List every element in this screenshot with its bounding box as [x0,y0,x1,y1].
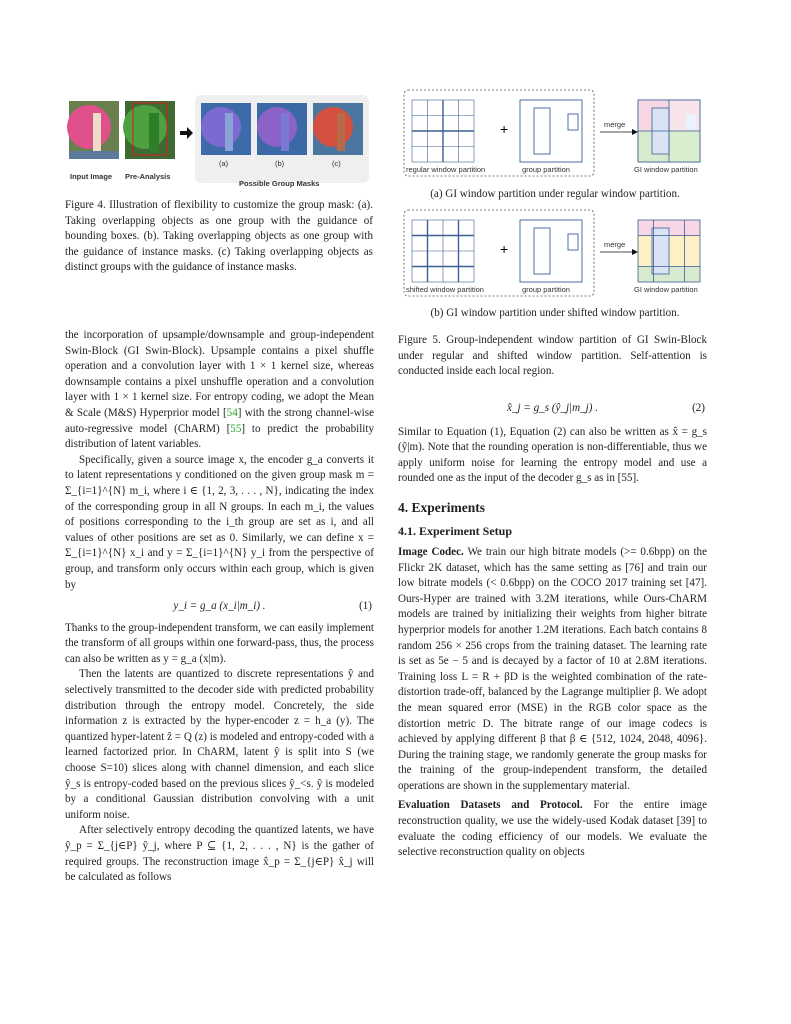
right-paragraph-1: Similar to Equation (1), Equation (2) can also be written as x̂ = g_s (ŷ|m). Note that the rounding operation is non-differentiable, thus we apply uniform noise for learning the entropy model and use a rounded one as the input of the decoder g_s as in [55]. [398,425,707,485]
fig5a-label-merge: merge [604,120,626,129]
figure-4-caption: Figure 4. Illustration of flexibility to customize the group mask: (a). Taking overlapping objects as one group with the guidance of bounding boxes. (b). Taking overlapping objects as one group with the guidance of instance masks. (c) Taking overlapping objects as distinct groups with the guidance of instance masks. [65,199,373,274]
citation-55[interactable]: 55 [230,422,242,435]
paragraph-evaluation [398,798,707,860]
fig5a-label-regular: regular window partition [406,165,486,174]
fig5b-label-gi: GI window partition [634,285,698,294]
citation-54[interactable]: 54 [226,406,238,419]
fig4-label-a: (a) [219,159,229,168]
right-column [398,395,707,861]
fig5a-label-group: group partition [522,165,570,174]
left-p1-text-a: the incorporation of upsample/downsample and group-independent Swin-Block (GI Swin-Block). Upsample contains a pixel shuffle operation and a convolution layer with 1 × 1 kernel size, whereas downsample contains a pixel unshuffle operation and a convolution layer with 1 × 1 kernel size. For entropy coding, we adopt the Mean & Scale (M&S) Hyperprior model [ [65,329,374,419]
equation-2-number: (2) [692,402,705,414]
fig5a-caption: (a) GI window partition under regular window partition. [430,188,680,200]
svg-text:+: + [500,241,509,257]
paragraph-image-codec [398,545,707,795]
subsection-heading-setup: 4.1. Experiment Setup [398,523,512,538]
fig4-label-preanalysis: Pre-Analysis [125,172,171,181]
fig5b-label-merge: merge [604,240,626,249]
left-p1-text-c: ] to predict the probability distribution of latent variables. [65,422,374,451]
fig4-label-input: Input Image [70,172,113,181]
fig5b-label-group: group partition [522,285,570,294]
fig4-label-group-masks: Possible Group Masks [239,179,320,188]
fig5b-caption: (b) GI window partition under shifted window partition. [430,307,680,319]
equation-2-body: x̂_j = g_s (ŷ_j|m_j) . [507,402,598,414]
fig4-label-c: (c) [332,159,341,168]
left-paragraph-5: After selectively entropy decoding the quantized latents, we have ŷ_p = Σ_{j∈P} ŷ_j, where P ⊆ {1, 2, . . . , N} is the gather of required groups. The reconstruction image x̂_p = Σ_{j∈P} x̂_j will be calculated as follows [65,824,374,884]
left-paragraph-2: Specifically, given a source image x, the encoder g_a converts it to latent representations y conditioned on the given group mask m = Σ_{i=1}^{N} m_i, where i ∈ {1, 2, 3, . . . , N}, indicating the index of the corresponding group in all N groups. In each m_i, the values of positions corresponding to the i_th group are set as i, and all values of other positions are set as 0. Similarly, we can define x = Σ_{i=1}^{N} x_i and y = Σ_{i=1}^{N} y_i from the perspective of group, and transform only occurs within each group, which is given by [65,453,374,591]
left-paragraph-1 [65,328,374,453]
figure-4 [63,93,373,193]
image-codec-title: Image Codec. [398,545,464,558]
figure-5-graphic [400,88,710,318]
evaluation-text: For the entire image reconstruction quality, we use the widely-used Kodak dataset [39] to evaluate the coding efficiency of our models. We evaluate the selective reconstruction quality on objects [398,799,707,859]
equation-1-body: y_i = g_a (x_i|m_i) . [173,600,266,613]
left-p1-text-b: ] with the strong channel-wise auto-regressive model (ChARM) [ [65,406,374,435]
evaluation-title: Evaluation Datasets and Protocol. [398,799,583,812]
equation-1-number: (1) [359,600,372,613]
figure-5 [400,88,710,323]
equation-2 [398,401,707,417]
equation-1 [65,599,374,615]
left-paragraph-3: Thanks to the group-independent transform, we can easily implement the transform of all groups within one forward-pass, thus, the process can also be written as y = g_a (x|m). [65,621,374,665]
image-codec-text: We train our high bitrate models (>= 0.6bpp) on the Flickr 2K dataset, which has the same setting as [76] and train our low bitrate models (< 0.6bpp) on the COCO 2017 training set [47]. Ours-Hyper are trained with 3.2M iterations, while Ours-ChARM models are trained by initializing their weights from higher bitrate hyperprior models for another 1.2M iterations. Each batch contains 8 random 256 × 256 crops from the training dataset. The learning rate is set as 5e − 5 and is decayed by a factor of 10 at 2.8M iterations. Training loss L = R + βD is the weighted combination of the rate-distortion trade-off, balanced by the Lagrange multiplier β. We adopt the mean squared error (MSE) in the RGB color space as the distortion metric D. The bitrate range of our image codecs is achieved by applying different β that β ∈ {512, 1024, 2048, 4096}. During the training stage, we randomly generate the group masks for the training of the group-independent transform, the detailed operations are shown in the supplementary material. [398,545,708,792]
fig5a-label-gi: GI window partition [634,165,698,174]
figure-5-caption: Figure 5. Group-independent window partition of GI Swin-Block under regular and shifted window partition. Self-attention is conducted inside each local region. [398,334,707,378]
section-heading-experiments: 4. Experiments [398,499,485,515]
fig5b-label-shifted: shifted window partition [406,285,484,294]
left-paragraph-4: Then the latents are quantized to discrete representations ŷ and selectively transmitted to the decoder side with predicted probability distribution through the entropy model. Concretely, the side information z is extracted by the hyper-encoder z = h_a (y). The quantized hyper-latent ẑ = Q (z) is modeled and entropy-coded with a learned factorized prior. In ChARM, latent ŷ is split into S (we choose S=10) slices along with channel dimension, and each slice ŷ_s is entropy-coded based on the previous slices ŷ_<s. ŷ is modeled by a conditional Gaussian distribution convolving with a unit uniform noise. [65,668,374,821]
fig4-label-b: (b) [275,159,285,168]
svg-text:+: + [500,121,509,137]
left-column [65,328,374,886]
